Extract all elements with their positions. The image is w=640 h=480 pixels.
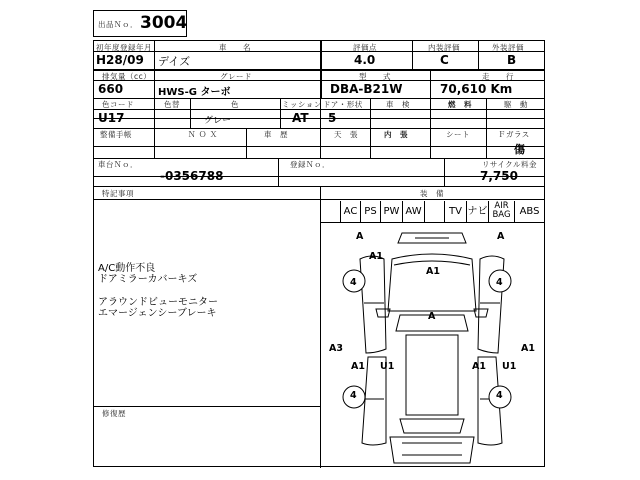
cc-label: 排気量（cc） [102,72,152,81]
inner-label: 内 張 [384,130,408,139]
model-value: デイズ [158,55,191,68]
chassis-label: 車台Ｎｏ． [98,160,138,169]
repair-label: 修復歴 [102,409,126,418]
score-value: 4.0 [354,53,376,67]
type-value: DBA-B21W [330,82,403,96]
history-label: 車 歴 [264,130,288,139]
grade-label: グレード [220,72,252,81]
interior-value: C [440,53,449,67]
color-change-label: 色替 [164,100,180,109]
seat-label: シート [446,130,470,139]
color-code-value: U17 [98,111,125,125]
color-label: 色 [231,100,239,109]
model-label: 車 名 [219,43,251,52]
mileage-label: 走 行 [482,72,514,81]
tyre-tread-front-left: 4 [350,277,357,288]
interior-label: 内装評価 [428,43,460,52]
fuel-label: 燃 料 [448,100,472,109]
equipment-label: 装 備 [420,189,444,198]
type-label: 型 式 [359,72,391,81]
nox-label: Ｎ Ｏ Ｘ [188,130,218,139]
damage-mark: A [497,231,505,242]
roof-label: 天 張 [334,130,358,139]
damage-mark: A1 [351,361,365,372]
lot-number-box [93,10,187,37]
tyre-tread-rear-right: 4 [496,390,503,401]
doors-label: ドア・形状 [323,100,363,109]
damage-mark: A [428,311,436,322]
manual-label: 整備手帳 [100,130,132,139]
recycle-label: リサイクル料金 [482,160,537,169]
inspection-label: 車 検 [386,100,410,109]
equipment-blank [424,201,444,222]
color-code-label: 色コード [102,100,134,109]
note-line: ドアミラーカバーキズ [98,274,198,285]
inspection-sheet [93,40,545,467]
reg-label: 登録Ｎｏ． [290,160,330,169]
mileage-value: 70,610 Km [440,82,513,96]
recycle-value: 7,750 [480,169,518,183]
year-value: H28/09 [96,53,144,67]
damage-mark: U1 [502,361,517,372]
mission-value: AT [292,111,309,125]
lot-number: 3004 [140,13,188,33]
tyre-tread-rear-left: 4 [350,390,357,401]
drive-label: 駆 動 [504,100,528,109]
damage-mark: U1 [380,361,395,372]
damage-mark: A1 [369,251,383,262]
color-value: グレー [204,116,232,126]
tyre-tread-front-right: 4 [496,277,503,288]
mission-label: ミッション [282,100,322,109]
vehicle-damage-diagram [320,223,544,467]
exterior-value: B [507,53,517,67]
equipment-ac: AC [340,201,360,222]
equipment-abs: ABS [514,201,544,222]
equipment-airbag: AIR BAG [488,201,514,222]
note-line: アラウンドビューモニター [98,297,218,308]
damage-mark: A [356,231,364,242]
note-line: エマージェンシーブレーキ [98,308,217,319]
glass-value: 傷 [514,143,525,156]
notes-label: 特記事項 [102,189,134,198]
score-label: 評価点 [353,43,377,52]
lot-number-label: 出品Ｎｏ． [98,20,138,29]
equipment-pw: PW [380,201,402,222]
grade-value: HWS-G ターボ [158,87,231,98]
damage-mark: A3 [329,343,343,354]
equipment-aw: AW [402,201,424,222]
equipment-ps: PS [360,201,380,222]
damage-mark: A1 [521,343,535,354]
equipment-tv: TV [444,201,466,222]
note-line: A/C動作不良 [98,263,156,274]
damage-mark: A1 [472,361,486,372]
year-label: 初年度登録年月 [96,43,152,52]
damage-mark: A1 [426,266,440,277]
exterior-label: 外装評価 [492,43,524,52]
cc-value: 660 [98,82,124,96]
equipment-navi: ナビ [466,201,488,222]
glass-label: Ｆガラス [498,130,530,139]
doors-value: 5 [328,111,337,125]
chassis-value: -0356788 [160,169,224,183]
